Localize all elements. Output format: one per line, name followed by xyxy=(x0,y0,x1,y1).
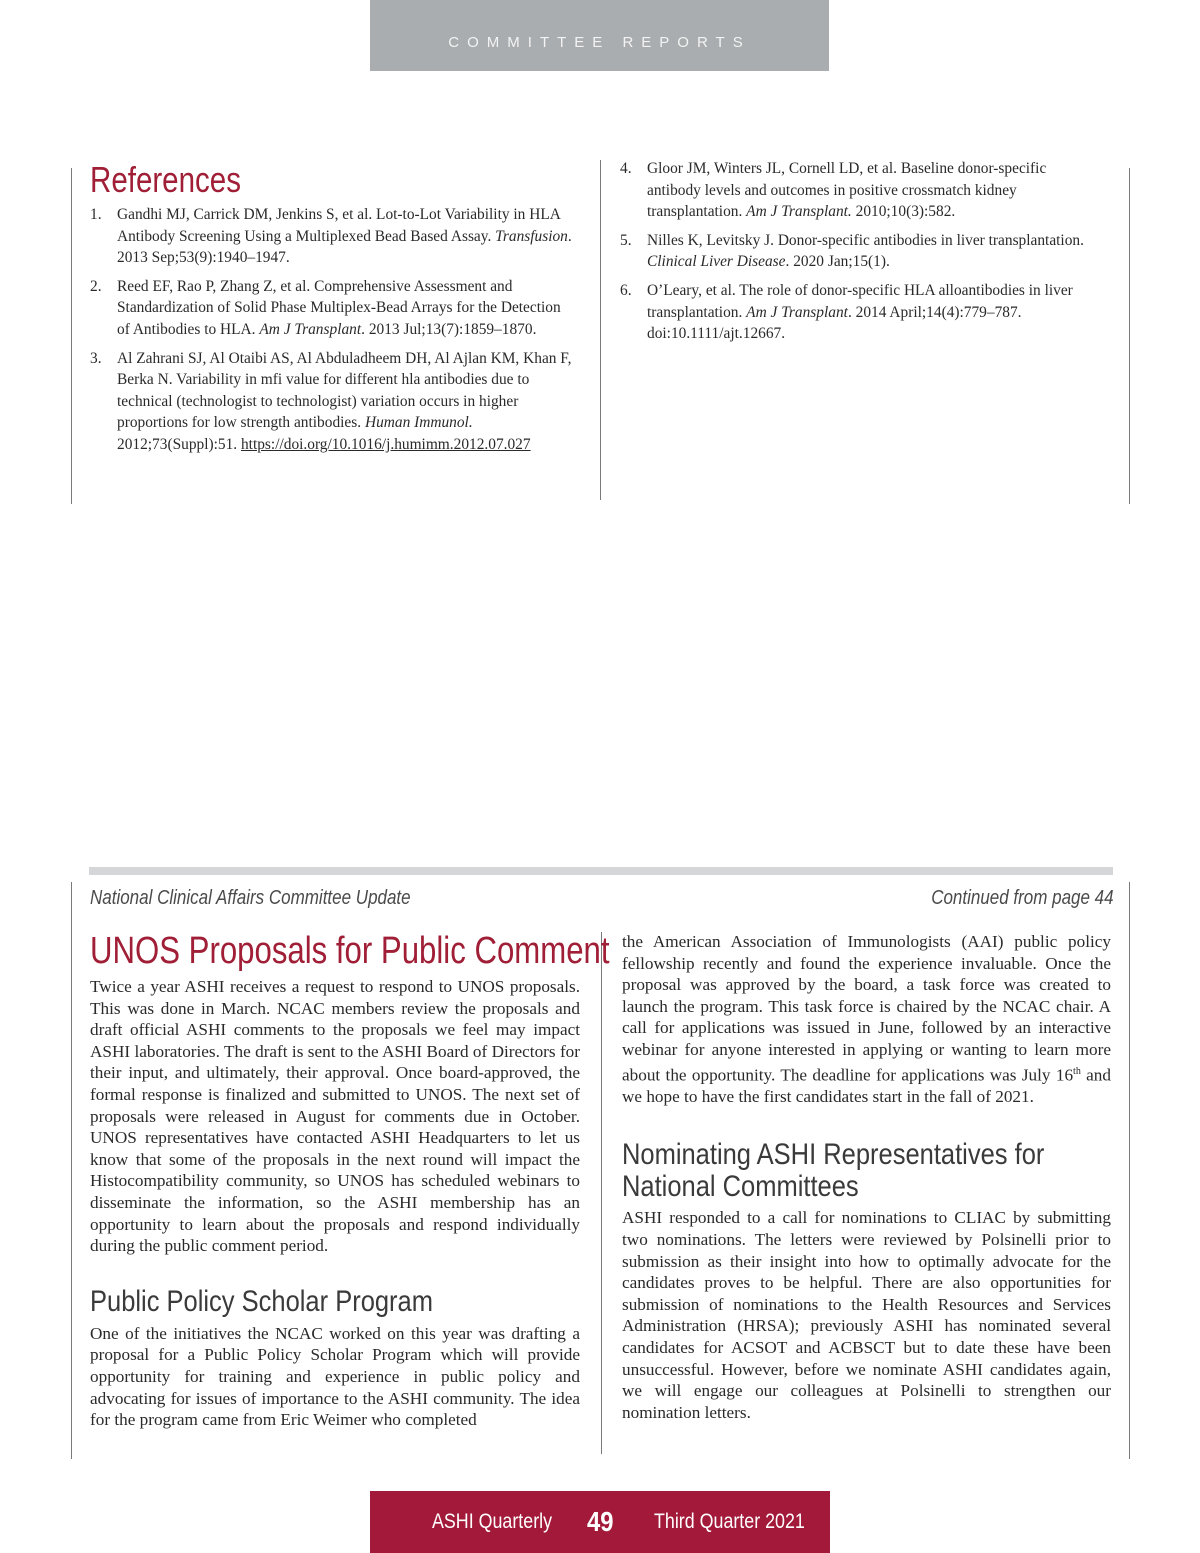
references-left-column xyxy=(90,204,572,463)
reference-item: 5. Nilles K, Levitsky J. Donor-specific antibodies in liver transplantation. Clinical Liver Disease. 2020 Jan;15(1). xyxy=(620,231,1084,271)
reference-item: 2. Reed EF, Rao P, Zhang Z, et al. Comprehensive Assessment and Standardization of Solid Phase Multiplex-Bead Arrays for the Detection of Antibodies to HLA. Am J Transplant. 2013 Jul;13(7):1859–1870. xyxy=(90,277,561,338)
references-list-continued xyxy=(620,158,1100,345)
continued-note: Continued from page 44 xyxy=(931,887,1114,909)
references-list xyxy=(90,204,572,456)
page-number: 49 xyxy=(587,1506,614,1537)
article-right-rule xyxy=(1129,882,1130,1459)
article-left-column xyxy=(90,976,580,1431)
scholar-paragraph-start: One of the initiatives the NCAC worked on this year was drafting a proposal for a Public Policy Scholar Program which will provide opportunity for training and experience in public policy and advocating for issues of importance to the ASHI community. The idea for the program came from Eric Weimer who completed xyxy=(90,1323,580,1430)
right-margin-rule xyxy=(1129,168,1130,504)
reference-item: 3. Al Zahrani SJ, Al Otaibi AS, Al Abduladheem DH, Al Ajlan KM, Khan F, Berka N. Variability in mfi value for different hla antibodies due to technical (technologist to technologist) variation occurs in higher proportions for low strength antibodies. Human Immunol. 2012;73(Suppl):51. https://doi.org/10.1016/j.humimm.2012.07.027 xyxy=(90,349,572,453)
column-divider-rule xyxy=(600,160,601,500)
intro-paragraph: Twice a year ASHI receives a request to respond to UNOS proposals. This was done in March. NCAC members review the proposals and draft official ASHI comments to the proposals we feel may impact ASHI laboratories. The draft is sent to the ASHI Board of Directors for their input, and ultimately, their approval. Once board-approved, the formal response is finalized and submitted to UNOS. The next set of proposals were released in August for comments due in October. UNOS representatives have contacted ASHI Headquarters to let us know that some of the proposals in the next round will impact the Histocompatibility community, so UNOS has scheduled webinars to disseminate the information, so the ASHI membership has an opportunity to learn about the proposals and respond individually during the public comment period. xyxy=(90,977,580,1256)
article-top-bar xyxy=(89,867,1113,875)
article-kicker: National Clinical Affairs Committee Update xyxy=(90,887,411,909)
section-header-tab xyxy=(370,0,829,71)
issue-label: Third Quarter 2021 xyxy=(654,1510,805,1533)
article-column-divider xyxy=(601,932,602,1454)
scholar-paragraph-continued: the American Association of Immunologists (AAI) public policy fellowship recently and found the experience invaluable. Once the proposal was approved by the board, a task force was created to launch the program. This task force is chaired by the NCAC chair. A call for applications was issued in June, followed by an interactive webinar for anyone interested in applying or wanting to learn more about the opportunity. The deadline for applications was July 16th and we hope to have the first candidates start in the fall of 2021. xyxy=(622,932,1111,1106)
section-heading: Nominating ASHI Representatives for National Committees xyxy=(622,1138,1045,1204)
reference-item: 1. Gandhi MJ, Carrick DM, Jenkins S, et al. Lot-to-Lot Variability in HLA Antibody Screening Using a Multiplexed Bead Based Assay. Transfusion. 2013 Sep;53(9):1940–1947. xyxy=(90,206,572,267)
references-right-column xyxy=(620,158,1100,352)
nominating-paragraph: ASHI responded to a call for nominations to CLIAC by submitting two nominations. The letters were reviewed by Polsinelli prior to submission as their insight into how to optimally advocate for the candidates proves to be helpful. There are also opportunities for submission of nominations to the Health Resources and Services Administration (HRSA); previously ASHI has nominated several candidates for ACSOT and ACBSCT but to date these have been unsuccessful. However, before we nominate ASHI candidates again, we will engage our colleagues at Polsinelli to strengthen our nomination letters. xyxy=(622,1208,1111,1422)
publication-name: ASHI Quarterly xyxy=(432,1510,553,1533)
references-title: References xyxy=(90,159,241,200)
page-footer xyxy=(370,1491,830,1553)
reference-item: 4. Gloor JM, Winters JL, Cornell LD, et al. Baseline donor-specific antibody levels and outcomes in positive crossmatch kidney transplantation. Am J Transplant. 2010;10(3):582. xyxy=(620,160,1047,221)
article-right-column xyxy=(622,931,1111,1423)
left-margin-rule xyxy=(71,168,72,504)
doi-link[interactable]: https://doi.org/10.1016/j.humimm.2012.07.027 xyxy=(240,435,531,453)
section-heading: Public Policy Scholar Program xyxy=(90,1284,433,1318)
article-title: UNOS Proposals for Public Comment xyxy=(90,930,610,972)
article-left-rule xyxy=(71,882,72,1459)
reference-item: 6. O’Leary, et al. The role of donor-specific HLA alloantibodies in liver transplantation. Am J Transplant. 2014 April;14(4):779–787. doi:10.1111/ajt.12667. xyxy=(620,281,1073,343)
section-label: COMMITTEE REPORTS xyxy=(448,34,751,51)
